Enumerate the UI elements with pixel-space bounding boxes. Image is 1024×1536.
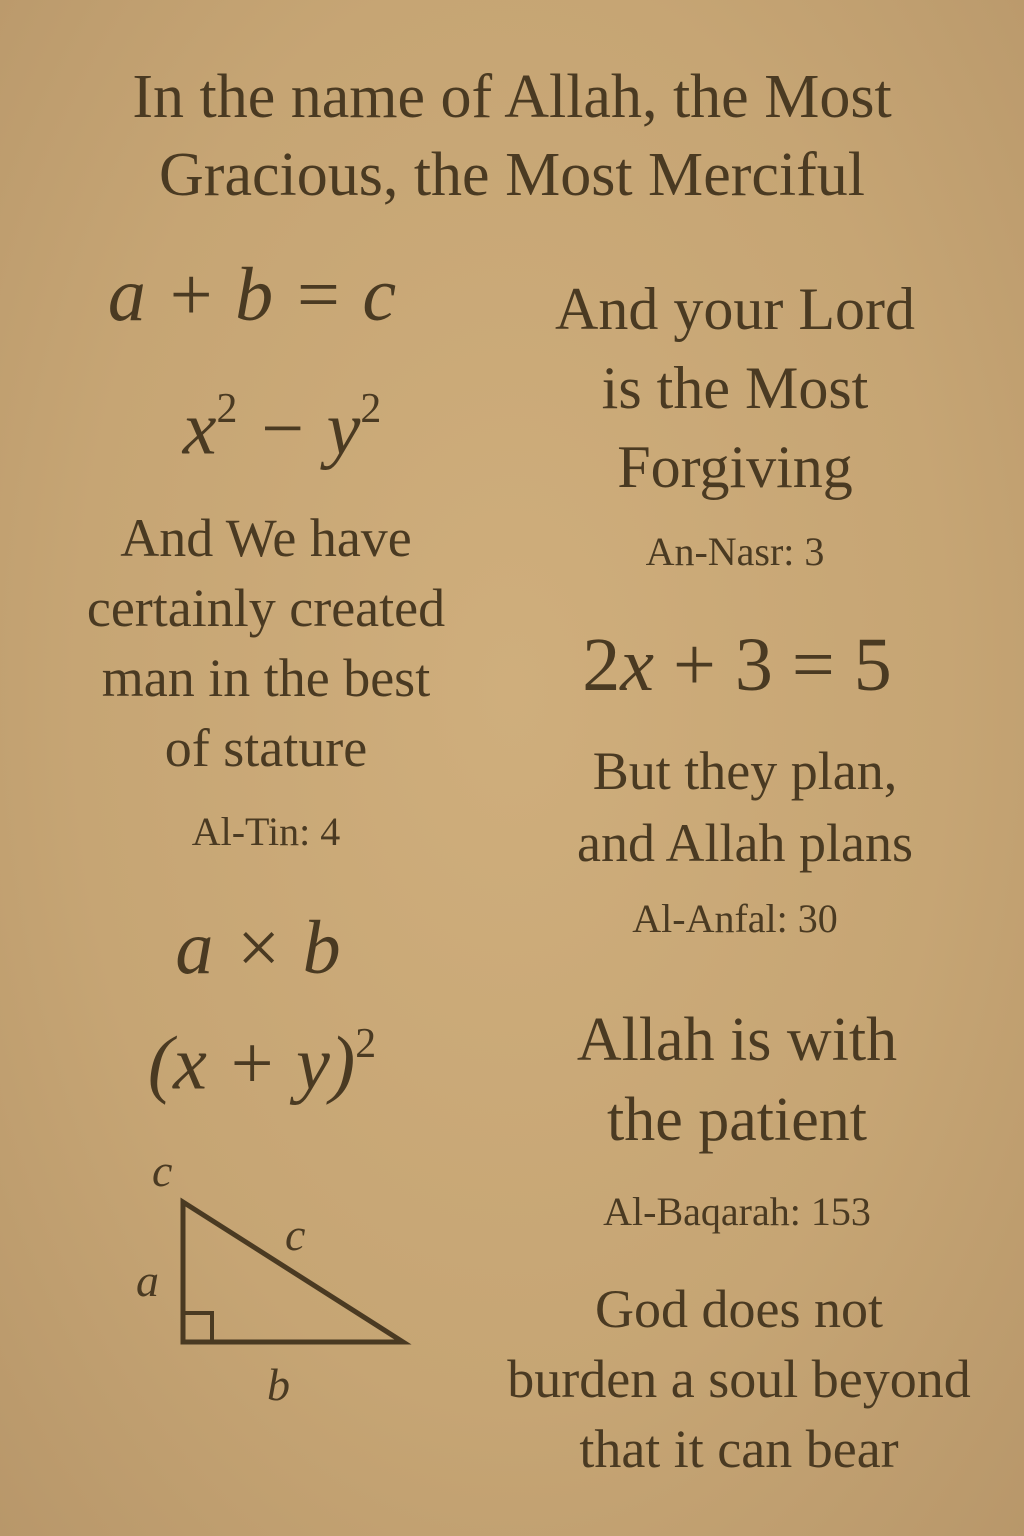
- verse-line: And We have: [120, 508, 412, 568]
- triangle-side-b-label: b: [267, 1359, 290, 1410]
- verse-ref-al-tin: Al-Tin: 4: [191, 809, 341, 854]
- title-line-1: In the name of Allah, the Most: [132, 63, 892, 131]
- verse-al-baqarah: [577, 1000, 897, 1160]
- eq2-rest: − y: [237, 386, 361, 471]
- verse-line: burden a soul beyond: [507, 1349, 971, 1409]
- verse-line: man in the best: [101, 648, 431, 708]
- right-angle-marker: [183, 1313, 212, 1342]
- verse-line: But they plan,: [592, 741, 898, 801]
- eq2-exp-1: 2: [216, 386, 238, 432]
- triangle-side-a-label: a: [136, 1255, 159, 1306]
- verse-line: is the Most: [601, 355, 869, 421]
- eq2-x: x: [182, 386, 217, 471]
- eq-rest: + 3 = 5: [654, 623, 892, 707]
- verse-line: Forgiving: [617, 434, 853, 500]
- verse-line: that it can bear: [579, 1419, 899, 1479]
- verse-an-nasr: [555, 270, 915, 507]
- verse-ref-al-anfal: Al-Anfal: 30: [632, 896, 838, 941]
- eq4-exp: 2: [355, 1021, 377, 1067]
- verse-ref-an-nasr: An-Nasr: 3: [645, 529, 825, 574]
- verse-line: certainly created: [86, 578, 446, 638]
- equation-linear: [582, 622, 891, 709]
- equation-a-times-b: a × b: [175, 906, 341, 990]
- triangle-hypotenuse-label: c: [285, 1209, 306, 1260]
- verse-line: Allah is with: [576, 1006, 898, 1074]
- eq-var: x: [620, 623, 654, 707]
- verse-line: the patient: [607, 1086, 867, 1154]
- verse-line: God does not: [595, 1279, 883, 1339]
- equation-a-plus-b: a + b = c: [107, 253, 397, 337]
- verse-line: of stature: [164, 718, 368, 778]
- verse-al-anfal: [577, 735, 913, 879]
- eq-coef: 2: [582, 623, 621, 707]
- verse-line: and Allah plans: [577, 813, 913, 873]
- title-line-2: Gracious, the Most Merciful: [159, 141, 865, 209]
- verse-line: And your Lord: [555, 276, 915, 342]
- triangle-top-label: c: [152, 1145, 173, 1196]
- verse-ref-al-baqarah: Al-Baqarah: 153: [603, 1189, 871, 1234]
- verse-burden: [507, 1274, 970, 1484]
- eq4-base: (x + y): [147, 1021, 356, 1106]
- eq2-exp-2: 2: [360, 386, 382, 432]
